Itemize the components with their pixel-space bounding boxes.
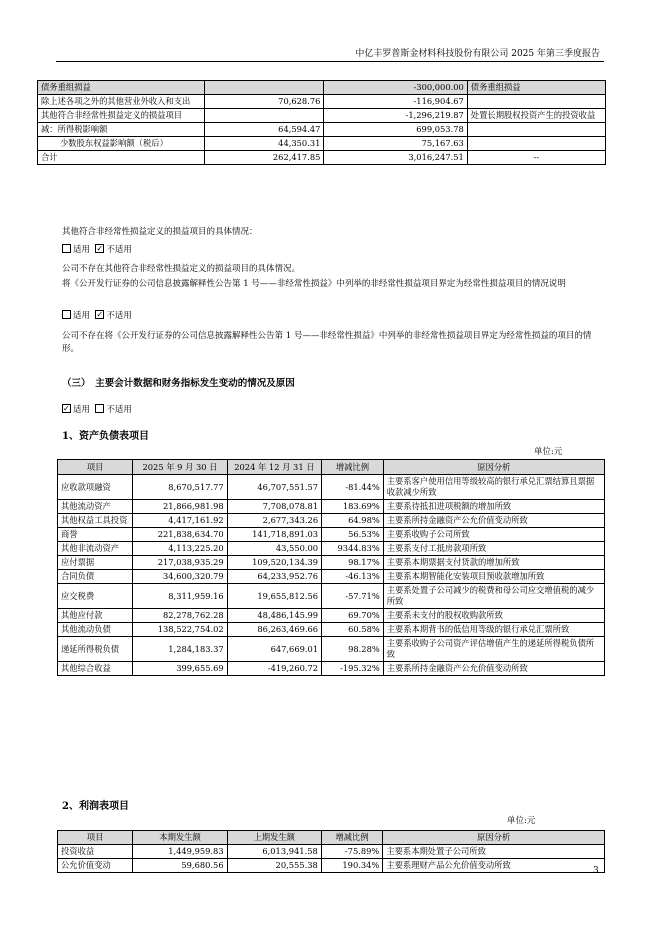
table-cell: 债务重组损益 [467,81,605,95]
table-row [58,584,605,609]
paragraph: 将《公开发行证券的公司信息披露解释性公告第 1 号——非经常性损益》中列举的非经常性损益项目界定为经常性损益项目的情况说明 [62,279,566,289]
table-cell: -195.32% [322,662,384,676]
table-cell: 合同负债 [58,570,133,584]
table-cell: 主要系所持金融资产公允价值变动所致 [383,514,604,528]
table-cell: 56.53% [322,528,384,542]
table-cell: 其他应付款 [58,609,133,623]
table-cell: 1,449,959.83 [133,845,227,859]
checkbox-unchecked-icon [95,404,104,413]
column-header: 原因分析 [383,460,604,475]
table-row [58,556,605,570]
table-cell: 主要系支付工抵房款项所致 [383,542,604,556]
table-cell: 主要系本期票据支付货款的增加所致 [383,556,604,570]
table-cell: 6,013,941.58 [227,845,321,859]
table-cell [467,123,605,137]
table-cell: 主要系本期智能化安装项目预收款增加所致 [383,570,604,584]
table-cell [467,137,605,151]
page-header [0,0,662,62]
table-cell [205,109,324,123]
table-cell: 减：所得税影响额 [38,123,205,137]
table-cell: 应交税费 [58,584,133,609]
column-header: 本期发生额 [133,831,227,845]
table-cell: 主要系待抵扣进项税额的增加所致 [383,500,604,514]
table-cell: 8,670,517.77 [133,475,227,500]
table-cell: -- [467,151,605,165]
table-row [58,528,605,542]
table-row [58,570,605,584]
report-title: 中亿丰罗普斯金材料科技股份有限公司 2025 年第三季度报告 [355,49,600,59]
table-cell: 699,053.78 [324,123,467,137]
table-header-row [58,460,605,475]
income-statement-table [57,830,605,873]
table-cell: 递延所得税负债 [58,637,133,662]
table-cell: 141,718,891.03 [227,528,321,542]
table-cell: 其他流动资产 [58,500,133,514]
table-cell: 183.69% [322,500,384,514]
table-cell: 64.98% [322,514,384,528]
table-row [58,623,605,637]
subsection-title: 1、资产负债表项目 [62,431,149,442]
table-cell: -57.71% [322,584,384,609]
table-row [58,609,605,623]
checkbox-unchecked-icon [62,244,71,253]
section-title: （三） 主要会计数据和财务指标发生变动的情况及原因 [62,378,295,389]
checkbox-line: 适用 ✓ 不适用 [62,310,602,323]
checkbox-checked-icon [62,404,71,413]
table-cell: 46,707,551.57 [227,475,321,500]
table-cell: 4,113,225.20 [133,542,227,556]
table-row [58,637,605,662]
table-cell: 主要系所持金融资产公允价值变动所致 [383,662,604,676]
table-cell: 4,417,161.92 [133,514,227,528]
table-cell [467,95,605,109]
table-cell: 98.17% [322,556,384,570]
paragraph: 公司不存在其他符合非经常性损益定义的损益项目的具体情况。 [62,264,301,274]
table-cell: 262,417.85 [205,151,324,165]
table-cell: 217,038,935.29 [133,556,227,570]
table-row [38,95,606,109]
paragraph: 其他符合非经常性损益定义的损益项目的具体情况： [62,227,258,237]
table-cell: 其他符合非经常性损益定义的损益项目 [38,109,205,123]
table-cell: 其他权益工具投资 [58,514,133,528]
table-cell: 其他流动负债 [58,623,133,637]
table-cell: 投资收益 [58,845,133,859]
header-divider [56,61,604,62]
table-cell: 48,486,145.99 [227,609,321,623]
column-header: 项目 [58,460,133,475]
table-cell: 主要系收购子公司所致 [383,528,604,542]
checkbox-line: ✓适用 不适用 [62,404,602,417]
balance-table-body [58,475,605,676]
unit-label: 单位:元 [534,447,563,457]
table-cell: 商誉 [58,528,133,542]
income-table-body [58,845,605,873]
table-row [58,475,605,500]
table-cell: 86,263,469.66 [227,623,321,637]
table-cell: -116,904.67 [324,95,467,109]
table-cell: 除上述各项之外的其他营业外收入和支出 [38,95,205,109]
table-cell: 64,233,952.76 [227,570,321,584]
table-row [58,514,605,528]
column-header: 上期发生额 [227,831,321,845]
table-cell: 221,838,634.70 [133,528,227,542]
table-cell: 64,594.47 [205,123,324,137]
table-cell: 60.58% [322,623,384,637]
table-cell: -300,000.00 [324,81,467,95]
table-cell: 主要系未支付的股权收购款所致 [383,609,604,623]
table-cell: 109,520,134.39 [227,556,321,570]
balance-sheet-table [57,459,605,676]
table-cell: -419,260.72 [227,662,321,676]
table-row [38,137,606,151]
page-number: 3 [593,866,599,876]
checkbox-checked-icon [95,244,104,253]
table-cell: 主要系收购子公司资产评估增值产生的递延所得税负债所致 [383,637,604,662]
paragraph: 公司不存在将《公开发行证券的公司信息披露解释性公告第 1 号——非经常性损益》中列举的非经常性损益项目界定为经常性损益的项目的情形。 [62,331,592,354]
table-cell: 主要系本期处置子公司所致 [383,845,605,859]
checkbox-checked-icon [95,310,104,319]
table-cell: 主要系本期背书的低信用等级的银行承兑汇票所致 [383,623,604,637]
table-cell: 应付票据 [58,556,133,570]
table-cell: 70,628.76 [205,95,324,109]
table-cell: 应收款项融资 [58,475,133,500]
table-row [58,662,605,676]
checkbox-line: 适用 ✓ 不适用 [62,244,602,257]
table-row [58,542,605,556]
table-cell: 其他综合收益 [58,662,133,676]
nonrecurring-table [37,80,606,165]
table-row [38,123,606,137]
table-cell: 债务重组损益 [38,81,205,95]
table-cell: 少数股东权益影响额（税后） [38,137,205,151]
table-cell: 34,600,320.79 [133,570,227,584]
table-cell: 21,866,981.98 [133,500,227,514]
table-cell: 3,016,247.51 [324,151,467,165]
table-cell: 190.34% [321,859,383,873]
table-cell: 公允价值变动 [58,859,133,873]
table-cell: 20,555.38 [227,859,321,873]
table-header-row [58,831,605,845]
table-row [58,859,605,873]
table-cell: 399,655.69 [133,662,227,676]
table-cell: 处置长期股权投资产生的投资收益 [467,109,605,123]
column-header: 增减比例 [321,831,383,845]
subsection-title: 2、利润表项目 [62,801,129,812]
column-header: 增减比例 [322,460,384,475]
column-header: 2025 年 9 月 30 日 [133,460,227,475]
table-cell: 其他非流动资产 [58,542,133,556]
table-cell: 8,311,959.16 [133,584,227,609]
table-cell: 主要系理财产品公允价值变动所致 [383,859,605,873]
table-cell [205,81,324,95]
unit-label: 单位:元 [507,816,536,826]
table-cell: 98.28% [322,637,384,662]
table-cell: 138,522,754.02 [133,623,227,637]
table-cell: 主要系客户使用信用等级较高的银行承兑汇票结算且票据收款减少所致 [383,475,604,500]
table-cell: -75.89% [321,845,383,859]
table-row [58,500,605,514]
table-cell: -81.44% [322,475,384,500]
table-cell: -1,296,219.87 [324,109,467,123]
table-cell: 44,350.31 [205,137,324,151]
column-header: 2024 年 12 月 31 日 [227,460,321,475]
table-cell: 19,655,812.56 [227,584,321,609]
column-header: 项目 [58,831,133,845]
table-cell: 9344.83% [322,542,384,556]
table-cell: 2,677,343.26 [227,514,321,528]
table-cell: 59,680.56 [133,859,227,873]
table-cell: 43,550.00 [227,542,321,556]
checkbox-unchecked-icon [62,310,71,319]
table-cell: 7,708,078.81 [227,500,321,514]
table-cell: 82,278,762.28 [133,609,227,623]
table-row [38,151,606,165]
table-row [38,109,606,123]
table-row [58,845,605,859]
table-cell: 69.70% [322,609,384,623]
table-cell: 75,167.63 [324,137,467,151]
table-cell: 1,284,183.37 [133,637,227,662]
table-cell: 主要系处置子公司减少的税费和母公司应交增值税的减少所致 [383,584,604,609]
table-row [38,81,606,95]
table-cell: 647,669.01 [227,637,321,662]
table-cell: 合计 [38,151,205,165]
column-header: 原因分析 [383,831,605,845]
table-cell: -46.13% [322,570,384,584]
